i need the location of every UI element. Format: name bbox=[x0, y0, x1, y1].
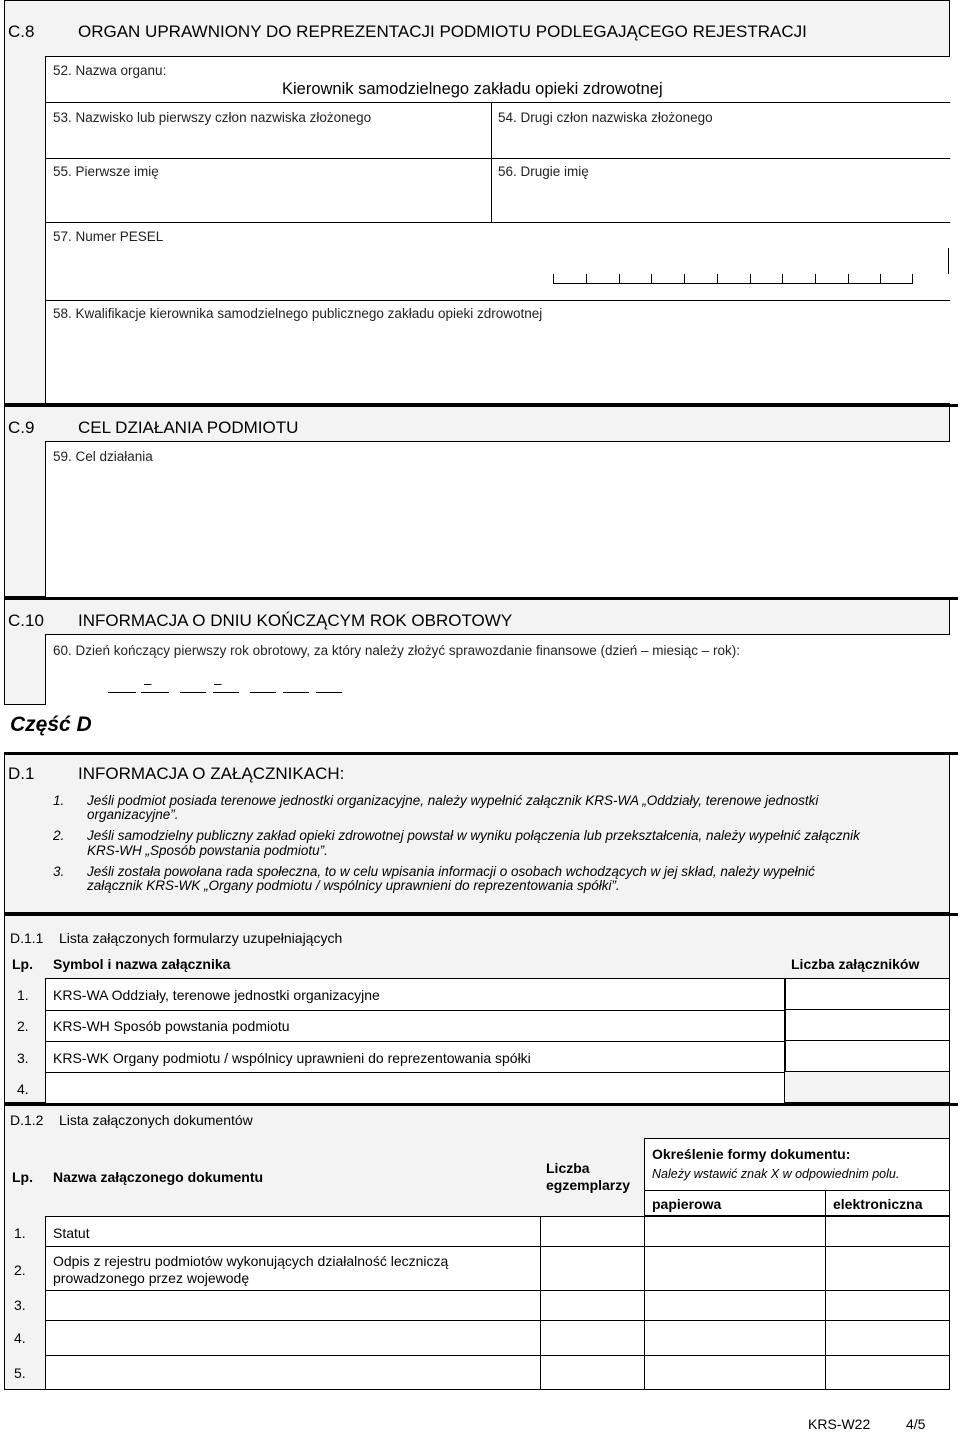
section-d1-code: D.1 bbox=[8, 764, 35, 783]
section-d11-title: Lista załączonych formularzy uzupełniających bbox=[59, 930, 343, 946]
d1-item-num: 2. bbox=[53, 828, 65, 843]
d12-row-text: Statut bbox=[53, 1225, 90, 1241]
d12-header-lp: Lp. bbox=[12, 1169, 33, 1185]
d11-row-lp: 2. bbox=[17, 1018, 29, 1034]
pesel-input[interactable] bbox=[553, 270, 913, 284]
d12-row-lp: 3. bbox=[14, 1297, 26, 1313]
section-d12-code: D.1.2 bbox=[10, 1112, 44, 1128]
section-c9-code: C.9 bbox=[8, 418, 35, 437]
d11-header-symbol: Symbol i nazwa załącznika bbox=[53, 956, 231, 972]
field-56-label: 56. Drugie imię bbox=[498, 164, 589, 179]
d1-item-text: organizacyjne”. bbox=[87, 807, 179, 822]
part-d-title: Część D bbox=[10, 713, 92, 736]
d12-header-form: Określenie formy dokumentu: bbox=[652, 1146, 851, 1162]
d1-item-text: KRS-WH „Sposób powstania podmiotu”. bbox=[87, 843, 328, 858]
d11-header-lp: Lp. bbox=[12, 956, 33, 972]
c8-fields bbox=[45, 56, 950, 404]
d12-header-count: egzemplarzy bbox=[546, 1177, 631, 1193]
d12-table-body bbox=[45, 1216, 950, 1390]
section-d1-title: INFORMACJA O ZAŁĄCZNIKACH: bbox=[78, 764, 345, 783]
field-53-label: 53. Nazwisko lub pierwszy człon nazwiska złożonego bbox=[53, 110, 372, 125]
field-54-label: 54. Drugi człon nazwiska złożonego bbox=[498, 110, 713, 125]
attachment-count-input[interactable] bbox=[785, 978, 950, 1010]
d1-item-text: Jeśli podmiot posiada terenowe jednostki organizacyjne, należy wypełnić załącznik KRS-WA „Oddziały, terenowe jednostki bbox=[87, 793, 819, 808]
date-input[interactable] bbox=[108, 678, 343, 694]
d12-row-lp: 4. bbox=[14, 1330, 26, 1346]
d1-item-text: Jeśli została powołana rada społeczna, to w celu wpisania informacji o osobach wchodzących w jej skład, należy wypełnić bbox=[87, 864, 815, 879]
d1-item-text: Jeśli samodzielny publiczny zakład opieki zdrowotnej powstał w wyniku połączenia lub przekształcenia, należy wypełnić załącznik bbox=[87, 828, 860, 843]
d12-row-lp: 5. bbox=[14, 1365, 26, 1381]
d11-row-text: KRS-WA Oddziały, terenowe jednostki organizacyjne bbox=[53, 987, 380, 1003]
section-c10-title: INFORMACJA O DNIU KOŃCZĄCYM ROK OBROTOWY bbox=[78, 611, 513, 630]
d12-row-text: Odpis z rejestru podmiotów wykonujących działalność leczniczą bbox=[53, 1253, 449, 1269]
d11-row-lp: 4. bbox=[17, 1081, 29, 1097]
section-c8-title: ORGAN UPRAWNIONY DO REPREZENTACJI PODMIOTU PODLEGAJĄCEGO REJESTRACJI bbox=[78, 22, 807, 41]
d11-header-count: Liczba załączników bbox=[791, 956, 920, 972]
field-55-label: 55. Pierwsze imię bbox=[53, 164, 159, 179]
d11-row-text: KRS-WK Organy podmiotu / wspólnicy uprawnieni do reprezentowania spółki bbox=[53, 1050, 531, 1066]
d12-header-count: Liczba bbox=[546, 1160, 590, 1176]
d12-header-form-note: Należy wstawić znak X w odpowiednim polu. bbox=[652, 1167, 900, 1181]
d12-row-lp: 2. bbox=[14, 1262, 26, 1278]
d11-row-lp: 3. bbox=[17, 1050, 29, 1066]
field-59-label: 59. Cel działania bbox=[53, 449, 153, 464]
d1-item-num: 3. bbox=[53, 864, 65, 879]
d12-row-lp: 1. bbox=[14, 1225, 26, 1241]
field-52-value[interactable]: Kierownik samodzielnego zakładu opieki zdrowotnej bbox=[282, 80, 663, 98]
d1-item-num: 1. bbox=[53, 793, 65, 808]
attachment-count-input[interactable] bbox=[785, 1041, 950, 1072]
form-code: KRS-W22 bbox=[808, 1416, 871, 1432]
field-58-label: 58. Kwalifikacje kierownika samodzielnego publicznego zakładu opieki zdrowotnej bbox=[53, 306, 543, 321]
d11-row-lp: 1. bbox=[17, 987, 29, 1003]
d12-row-text: prowadzonego przez wojewodę bbox=[53, 1270, 250, 1286]
d12-header-name: Nazwa załączonego dokumentu bbox=[53, 1169, 264, 1185]
field-57-label: 57. Numer PESEL bbox=[53, 229, 164, 244]
field-60-label: 60. Dzień kończący pierwszy rok obrotowy, za który należy złożyć sprawozdanie finansowe (dzień – miesiąc – rok): bbox=[53, 643, 741, 658]
attachment-count-input[interactable] bbox=[785, 1010, 950, 1041]
section-c9-title: CEL DZIAŁANIA PODMIOTU bbox=[78, 418, 299, 437]
date-separator: – bbox=[214, 676, 222, 691]
d1-item-text: załącznik KRS-WK „Organy podmiotu / wspólnicy uprawnieni do reprezentowania spółki”. bbox=[87, 878, 620, 893]
c9-fields bbox=[45, 441, 950, 597]
d12-header-paper: papierowa bbox=[652, 1196, 722, 1212]
d12-header-electronic: elektroniczna bbox=[833, 1196, 923, 1212]
section-d12-title: Lista załączonych dokumentów bbox=[59, 1112, 253, 1128]
date-separator: – bbox=[144, 676, 152, 691]
section-c8-code: C.8 bbox=[8, 22, 35, 41]
page-number: 4/5 bbox=[906, 1416, 926, 1432]
field-52-label: 52. Nazwa organu: bbox=[53, 63, 167, 78]
section-d11-code: D.1.1 bbox=[10, 930, 44, 946]
section-c10-code: C.10 bbox=[8, 611, 44, 630]
d11-row-text: KRS-WH Sposób powstania podmiotu bbox=[53, 1018, 290, 1034]
